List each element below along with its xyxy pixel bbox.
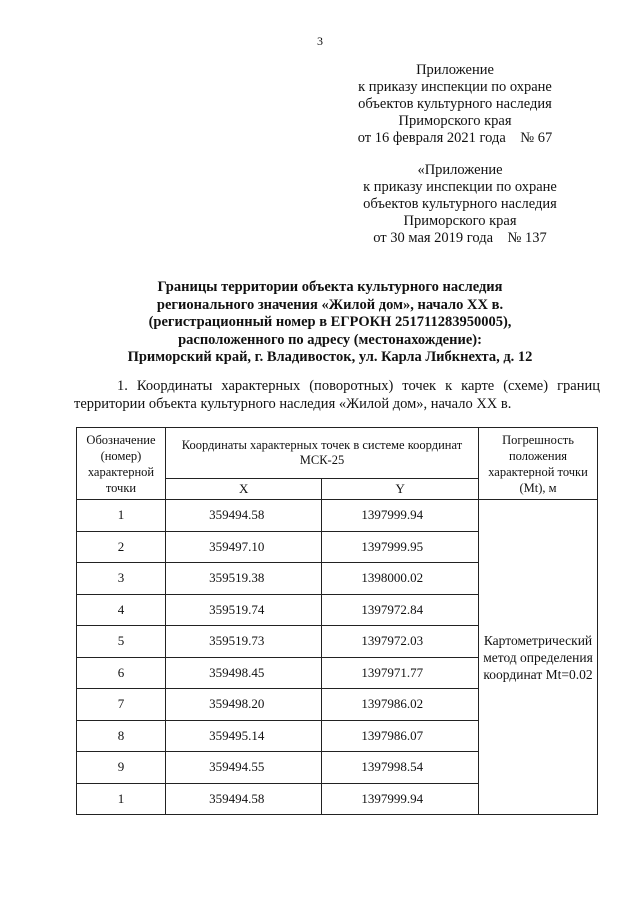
point-number-cell-text: 2 [117, 538, 125, 554]
y-coordinate-cell [322, 500, 479, 532]
point-number-cell [77, 500, 166, 532]
x-coordinate-cell [165, 752, 322, 784]
x-coordinate-cell-text: 359495.14 [209, 727, 265, 743]
appendix-block-current [330, 62, 580, 147]
point-number-cell [77, 626, 166, 658]
x-coordinate-cell-text: 359494.58 [209, 790, 265, 806]
x-coordinate-cell-text: 359519.38 [209, 570, 265, 586]
title-line: расположенного по адресу (местонахождение): [178, 331, 482, 348]
appendix-order-date: от 30 мая 2019 года № 137 [373, 230, 547, 246]
point-number-cell-text: 1 [117, 790, 125, 806]
y-coordinate-cell [322, 720, 479, 752]
appendix-line: к приказу инспекции по охране [358, 79, 552, 95]
y-coordinate-cell-text: 1397999.94 [361, 790, 424, 806]
x-coordinate-cell-text: 359497.10 [209, 538, 265, 554]
title-line: регионального значения «Жилой дом», начало XX в. [156, 296, 504, 313]
x-coordinate-cell [165, 531, 322, 563]
y-coordinate-cell [322, 594, 479, 626]
y-coordinate-cell [322, 657, 479, 689]
x-coordinate-cell-text: 359519.73 [209, 633, 265, 649]
header-point-number: Обозначение (номер) характерной точки [77, 428, 166, 500]
page-number: 3 [317, 34, 323, 48]
appendix-order-date: от 16 февраля 2021 года № 67 [357, 130, 553, 146]
y-coordinate-cell-text: 1397998.54 [361, 759, 424, 775]
appendix-line: «Приложение [417, 162, 503, 178]
header-coordinates: Координаты характерных точек в системе координат МСК-25 [165, 428, 478, 479]
table-row [77, 500, 598, 532]
x-coordinate-cell [165, 720, 322, 752]
point-number-cell [77, 563, 166, 595]
x-coordinate-cell [165, 500, 322, 532]
x-coordinate-cell [165, 689, 322, 721]
x-coordinate-cell [165, 657, 322, 689]
point-number-cell-text: 7 [117, 696, 125, 712]
y-coordinate-cell [322, 626, 479, 658]
y-coordinate-cell-text: 1397972.03 [361, 633, 424, 649]
point-number-cell [77, 783, 166, 815]
point-number-cell [77, 752, 166, 784]
y-coordinate-cell-text: 1397971.77 [361, 664, 424, 680]
coordinates-table [76, 427, 598, 815]
point-number-cell-text: 6 [117, 664, 125, 680]
document-title [60, 279, 600, 367]
point-number-cell-text: 5 [117, 633, 125, 649]
title-line: Границы территории объекта культурного наследия [157, 279, 503, 295]
appendix-block-previous [335, 162, 585, 247]
y-coordinate-cell [322, 783, 479, 815]
point-number-cell-text: 3 [117, 570, 125, 586]
y-coordinate-cell-text: 1398000.02 [361, 570, 424, 586]
appendix-line: объектов культурного наследия [358, 96, 552, 112]
point-number-cell [77, 720, 166, 752]
x-coordinate-cell [165, 563, 322, 595]
y-coordinate-cell [322, 563, 479, 595]
point-number-cell-text: 9 [117, 759, 125, 775]
y-coordinate-cell [322, 689, 479, 721]
appendix-line: объектов культурного наследия [363, 196, 557, 212]
point-number-cell [77, 689, 166, 721]
x-coordinate-cell [165, 783, 322, 815]
title-line: (регистрационный номер в ЕГРОКН 251711283950005), [148, 314, 512, 330]
point-number-cell-text: 1 [117, 507, 125, 523]
point-number-cell-text: 8 [117, 727, 125, 743]
x-coordinate-cell-text: 359494.55 [209, 759, 265, 775]
header-x: X [165, 479, 322, 500]
appendix-line: Приложение [416, 62, 494, 78]
appendix-line: Приморского края [403, 213, 517, 229]
x-coordinate-cell-text: 359494.58 [209, 507, 265, 523]
header-y: Y [322, 479, 479, 500]
paragraph-line: территории объекта культурного наследия «Жилой дом», начало XX в. [74, 396, 512, 412]
title-line: Приморский край, г. Владивосток, ул. Карла Либкнехта, д. 12 [127, 349, 533, 365]
appendix-line: Приморского края [398, 113, 512, 129]
y-coordinate-cell-text: 1397972.84 [361, 601, 424, 617]
y-coordinate-cell-text: 1397999.95 [361, 538, 424, 554]
y-coordinate-cell-text: 1397999.94 [361, 507, 424, 523]
x-coordinate-cell-text: 359519.74 [209, 601, 265, 617]
point-number-cell [77, 657, 166, 689]
x-coordinate-cell-text: 359498.45 [209, 664, 265, 680]
point-number-cell-text: 4 [117, 601, 125, 617]
point-number-cell [77, 531, 166, 563]
error-method-cell: Картометрический метод определения координат Mt=0.02 [479, 500, 598, 815]
intro-paragraph [74, 377, 600, 413]
header-error: Погрешность положения характерной точки (Mt), м [479, 428, 598, 500]
paragraph-line: 1. Координаты характерных (поворотных) точек к карте (схеме) границ [117, 378, 600, 394]
x-coordinate-cell [165, 626, 322, 658]
y-coordinate-cell [322, 752, 479, 784]
y-coordinate-cell-text: 1397986.02 [361, 696, 424, 712]
point-number-cell [77, 594, 166, 626]
x-coordinate-cell [165, 594, 322, 626]
y-coordinate-cell [322, 531, 479, 563]
y-coordinate-cell-text: 1397986.07 [361, 727, 424, 743]
x-coordinate-cell-text: 359498.20 [209, 696, 265, 712]
appendix-line: к приказу инспекции по охране [363, 179, 557, 195]
